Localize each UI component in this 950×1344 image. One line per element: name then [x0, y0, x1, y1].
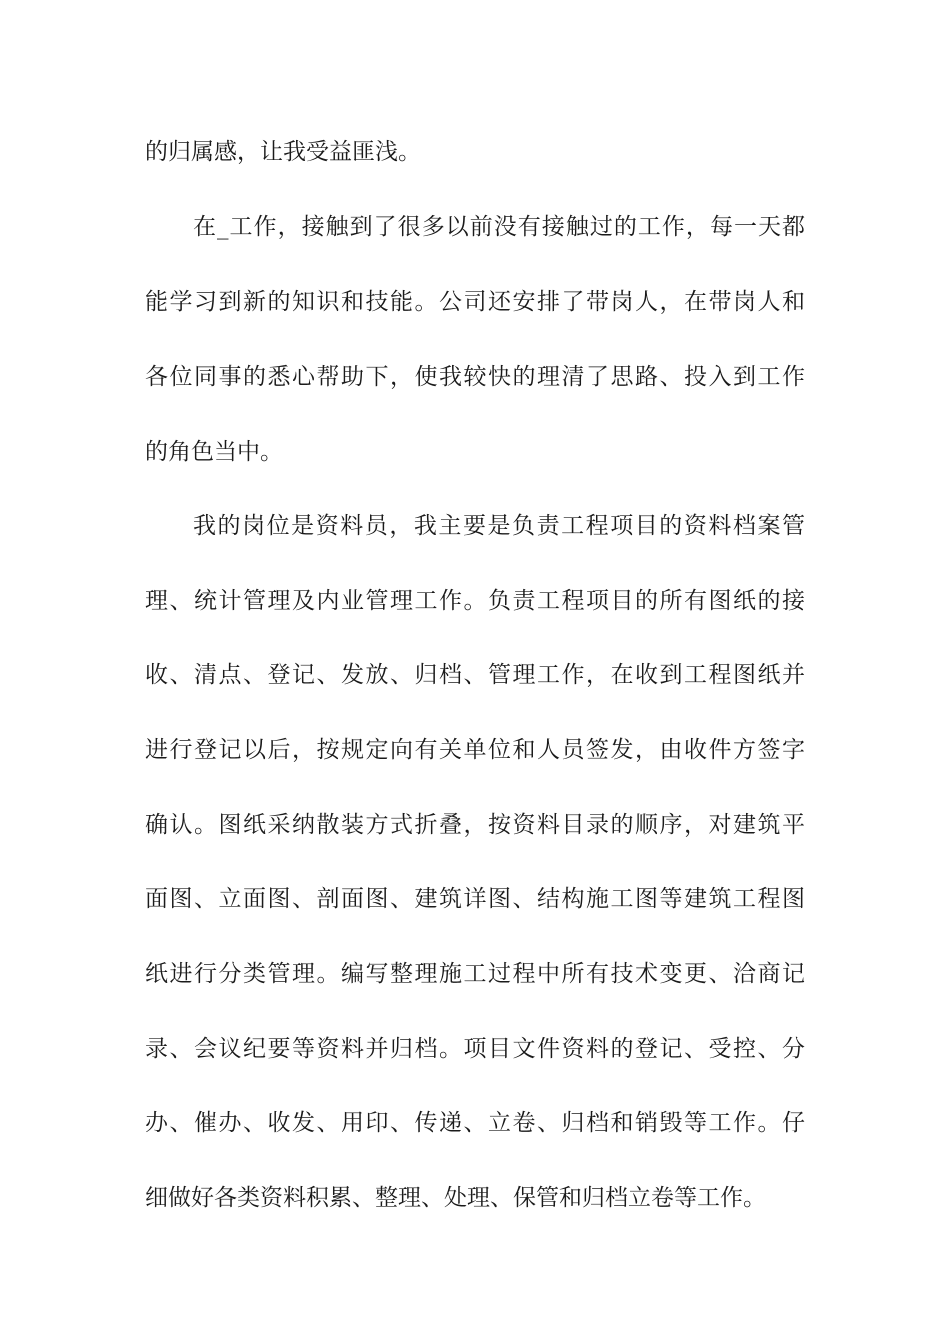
paragraph-3-line-9: 办、催办、收发、用印、传递、立卷、归档和销毁等工作。仔 — [145, 1110, 805, 1136]
paragraph-3-line-4: 进行登记以后，按规定向有关单位和人员签发，由收件方签字 — [145, 737, 805, 763]
paragraph-3-line-1: 我的岗位是资料员，我主要是负责工程项目的资料档案管 — [193, 513, 805, 539]
paragraph-3-line-2: 理、统计管理及内业管理工作。负责工程项目的所有图纸的接 — [145, 588, 805, 614]
paragraph-2-line-1: 在_工作，接触到了很多以前没有接触过的工作，每一天都 — [193, 214, 805, 240]
paragraph-2-line-2: 能学习到新的知识和技能。公司还安排了带岗人，在带岗人和 — [145, 289, 805, 315]
paragraph-2-line-3: 各位同事的悉心帮助下，使我较快的理清了思路、投入到工作 — [145, 364, 805, 390]
paragraph-3-line-6: 面图、立面图、剖面图、建筑详图、结构施工图等建筑工程图 — [145, 886, 805, 912]
paragraph-3-line-10: 细做好各类资料积累、整理、处理、保管和归档立卷等工作。 — [145, 1185, 766, 1211]
paragraph-3-line-7: 纸进行分类管理。编写整理施工过程中所有技术变更、洽商记 — [145, 961, 805, 987]
paragraph-3-line-8: 录、会议纪要等资料并归档。项目文件资料的登记、受控、分 — [145, 1036, 805, 1062]
paragraph-3-line-5: 确认。图纸采纳散装方式折叠，按资料目录的顺序，对建筑平 — [145, 812, 805, 838]
paragraph-2-line-4: 的角色当中。 — [145, 439, 283, 465]
paragraph-3-line-3: 收、清点、登记、发放、归档、管理工作，在收到工程图纸并 — [145, 662, 805, 688]
paragraph-1-line-1: 的归属感，让我受益匪浅。 — [145, 139, 421, 165]
